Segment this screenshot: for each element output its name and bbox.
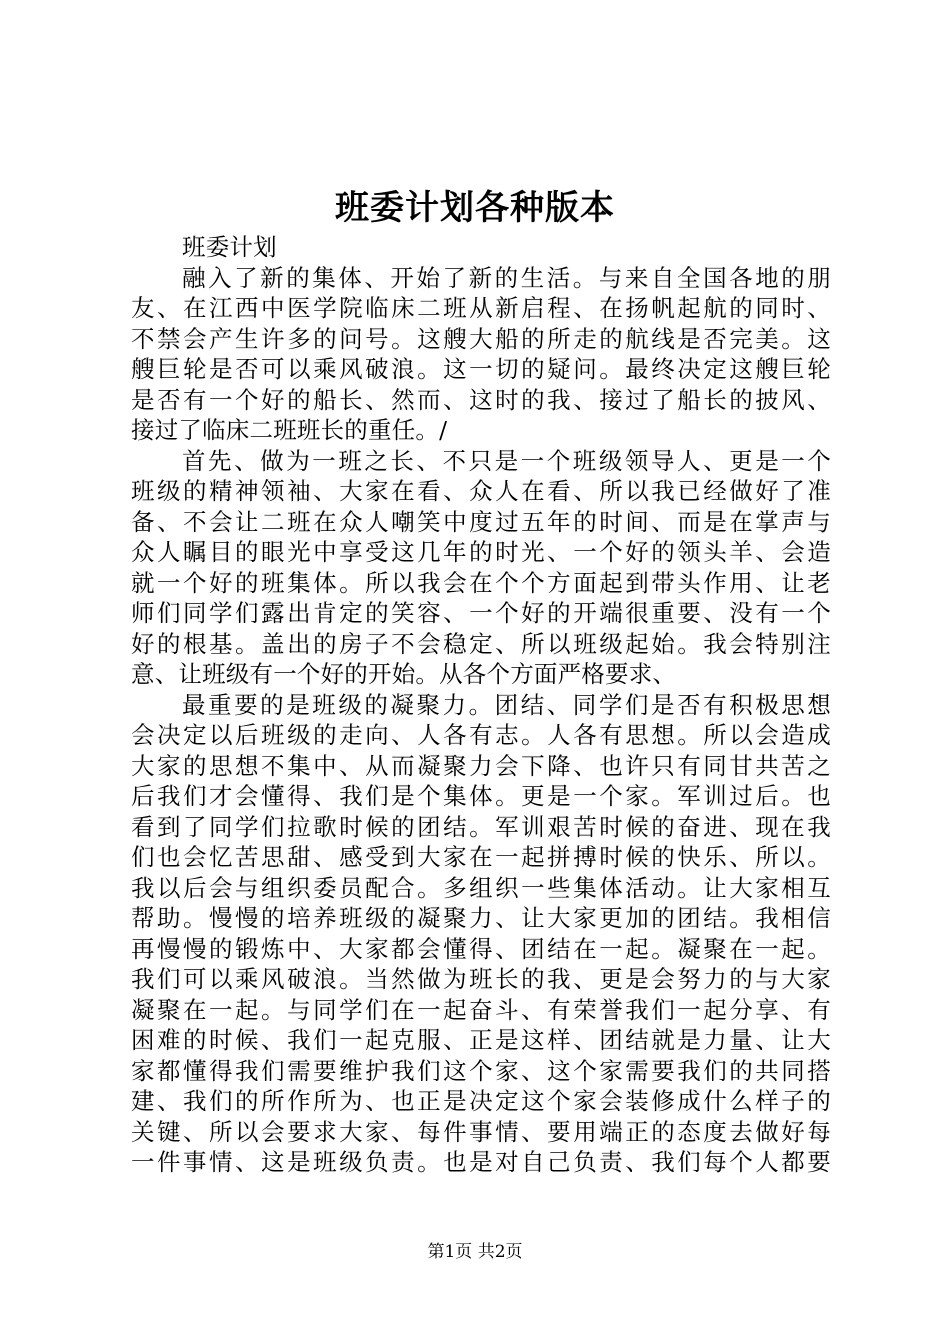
- text-line: 就一个好的班集体。所以我会在个个方面起到带头作用、让老: [131, 568, 831, 597]
- text-line: 好的根基。盖出的房子不会稳定、所以班级起始。我会特别注: [131, 629, 831, 658]
- text-line: 看到了同学们拉歌时候的团结。军训艰苦时候的奋进、现在我: [131, 812, 831, 841]
- text-line: 一件事情、这是班级负责。也是对自己负责、我们每个人都要: [131, 1148, 831, 1176]
- text-line: 艘巨轮是否可以乘风破浪。这一切的疑问。最终决定这艘巨轮: [131, 355, 831, 383]
- text-line: 不禁会产生许多的问号。这艘大船的所走的航线是否完美。这: [131, 324, 831, 353]
- text-line: 再慢慢的锻炼中、大家都会懂得、团结在一起。凝聚在一起。: [131, 934, 831, 963]
- text-line: 备、不会让二班在众人嘲笑中度过五年的时间、而是在掌声与: [131, 507, 831, 536]
- text-line: 是否有一个好的船长、然而、这时的我、接过了船长的披风、: [131, 385, 831, 414]
- text-line: 困难的时候、我们一起克服、正是这样、团结就是力量、让大: [131, 1026, 831, 1054]
- text-line: 大家的思想不集中、从而凝聚力会下降、也许只有同甘共苦之: [131, 751, 831, 780]
- text-line: 帮助。慢慢的培养班级的凝聚力、让大家更加的团结。我相信: [131, 904, 831, 932]
- text-line: 班级的精神领袖、大家在看、众人在看、所以我已经做好了准: [131, 477, 831, 505]
- text-line: 师们同学们露出肯定的笑容、一个好的开端很重要、没有一个: [131, 599, 831, 627]
- document-body: [131, 232, 831, 1178]
- text-line: 意、让班级有一个好的开始。从各个方面严格要求、: [131, 660, 677, 688]
- text-line: 融入了新的集体、开始了新的生活。与来自全国各地的朋: [182, 263, 831, 292]
- text-line: 后我们才会懂得、我们是个集体。更是一个家。军训过后。也: [131, 782, 831, 810]
- text-line: 班委计划: [182, 233, 277, 261]
- text-line: 们也会忆苦思甜、感受到大家在一起拼搏时候的快乐、所以。: [131, 843, 831, 871]
- text-line: 关键、所以会要求大家、每件事情、要用端正的态度去做好每: [131, 1117, 831, 1146]
- text-line: 家都懂得我们需要维护我们这个家、这个家需要我们的共同搭: [131, 1056, 831, 1085]
- text-line: 我以后会与组织委员配合。多组织一些集体活动。让大家相互: [131, 873, 831, 902]
- text-line: 凝聚在一起。与同学们在一起奋斗、有荣誉我们一起分享、有: [131, 995, 831, 1024]
- text-line: 建、我们的所作所为、也正是决定这个家会装修成什么样子的: [131, 1087, 831, 1115]
- page-footer: 第1页 共2页: [427, 1242, 523, 1262]
- text-line: 接过了临床二班班长的重任。/: [131, 416, 448, 444]
- text-line: 友、在江西中医学院临床二班从新启程、在扬帆起航的同时、: [131, 294, 831, 322]
- text-line: 我们可以乘风破浪。当然做为班长的我、更是会努力的与大家: [131, 965, 831, 993]
- text-line: 首先、做为一班之长、不只是一个班级领导人、更是一个: [182, 446, 831, 475]
- text-line: 会决定以后班级的走向、人各有志。人各有思想。所以会造成: [131, 721, 831, 749]
- text-line: 众人瞩目的眼光中享受这几年的时光、一个好的领头羊、会造: [131, 538, 831, 566]
- page-title: 班委计划各种版本: [335, 188, 615, 228]
- text-line: 最重要的是班级的凝聚力。团结、同学们是否有积极思想: [182, 690, 831, 719]
